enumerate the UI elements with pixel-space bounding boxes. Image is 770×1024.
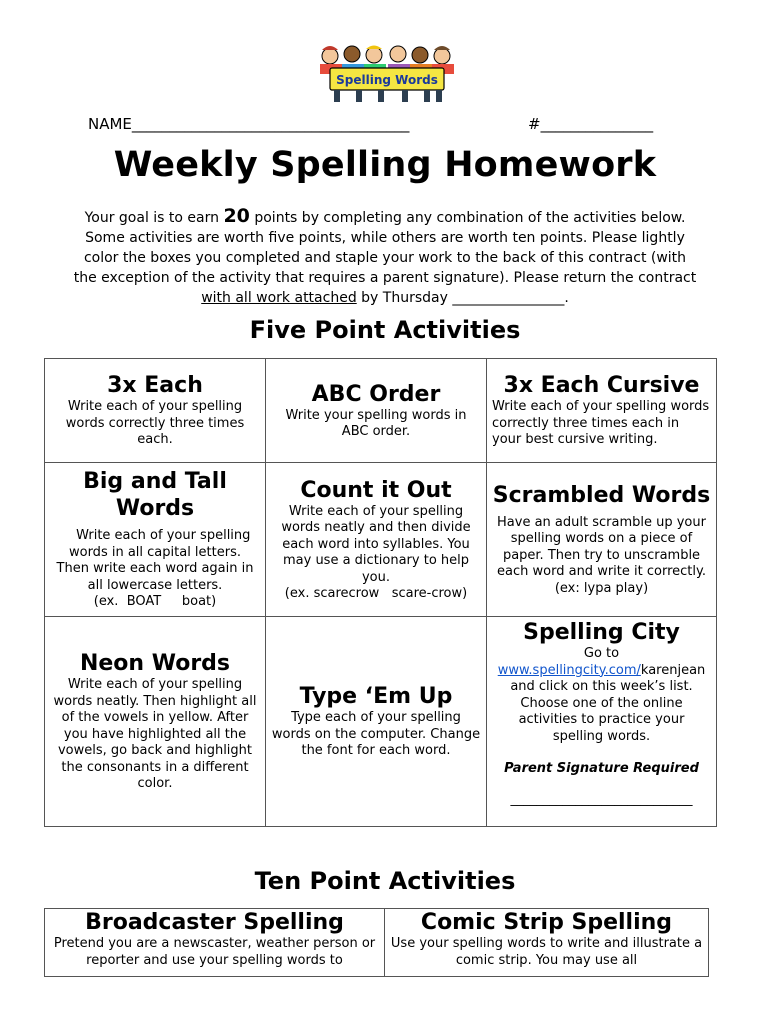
parent-signature-label: Parent Signature Required xyxy=(504,761,699,776)
activity-title: Comic Strip Spelling xyxy=(420,910,673,935)
ten-point-heading: Ten Point Activities xyxy=(254,867,516,895)
five-point-heading: Five Point Activities xyxy=(249,316,521,344)
activity-example: (ex. scarecrow scare-crow) xyxy=(284,586,468,601)
table-row xyxy=(45,617,717,827)
activity-description: Write your spelling words in ABC order. xyxy=(285,407,467,439)
intro-line-3: color the boxes you completed and staple your work to the back of this contract (with xyxy=(83,250,687,266)
deadline-text: by Thursday ________________. xyxy=(356,290,569,306)
activity-title: Broadcaster Spelling xyxy=(85,910,344,935)
activity-description: Write each of your spelling words correctly three times each. xyxy=(65,399,245,448)
five-point-activities-table xyxy=(44,358,717,827)
activity-description: Write each of your spelling words neatly. Then highlight all of the vowels in yellow. After you have highlighted all the vowels, go back and highlight the consonants in a different color. xyxy=(53,677,257,792)
spellingcity-link[interactable]: www.spellingcity.com/ xyxy=(497,662,641,678)
intro-line-2: Some activities are worth five points, while others are worth ten points. Please lightly xyxy=(85,230,685,246)
activity-cell-neon-words xyxy=(45,617,266,827)
activity-title: 3x Each xyxy=(107,373,203,399)
goal-suffix: points by completing any combination of the activities below. xyxy=(249,210,686,226)
activity-cell-spelling-city xyxy=(487,617,717,827)
table-row xyxy=(45,463,717,617)
activity-description-rest: karenjean and click on this week’s list. Choose one of the online activities to practice your spelling words. xyxy=(510,662,706,744)
activity-description: Use your spelling words to write and illustrate a comic strip. You may use all xyxy=(390,936,703,968)
table-row xyxy=(45,909,709,977)
activity-description: Type each of your spelling words on the computer. Change the font for each word. xyxy=(271,710,481,759)
number-field-line: #_______________ xyxy=(528,115,654,133)
activity-cell-broadcaster-spelling xyxy=(45,909,385,977)
activity-description: Write each of your spelling words in all capital letters. Then write each word again in all lowercase letters. xyxy=(56,528,258,593)
activity-description xyxy=(492,663,711,746)
intro-line-5 xyxy=(40,288,730,308)
parent-signature-line: ____________________________ xyxy=(510,791,693,807)
activity-title: Big and Tall Words xyxy=(83,469,227,522)
activity-cell-abc-order xyxy=(266,359,487,463)
activity-description: Pretend you are a newscaster, weather person or reporter and use your spelling words to xyxy=(53,936,376,968)
activity-description: Write each of your spelling words neatly and then divide each word into syllables. You may use a dictionary to help you. xyxy=(281,503,471,585)
go-to-text: Go to xyxy=(583,646,620,661)
spelling-words-logo xyxy=(312,44,462,106)
activity-description: Write each of your spelling words correctly three times each in your best cursive writing. xyxy=(492,399,710,448)
goal-points: 20 xyxy=(223,205,250,227)
intro-paragraph xyxy=(40,206,730,308)
activity-title: Scrambled Words xyxy=(492,482,711,508)
activity-title: Type ‘Em Up xyxy=(299,684,453,710)
table-row xyxy=(45,359,717,463)
activity-cell-big-and-tall-words xyxy=(45,463,266,617)
underlined-work-attached: with all work attached xyxy=(201,290,357,306)
activity-example: (ex. BOAT boat) xyxy=(93,594,217,610)
activity-title: Count it Out xyxy=(300,477,452,503)
activity-cell-comic-strip-spelling xyxy=(385,909,709,977)
banner-text: Spelling Words xyxy=(336,73,438,87)
ten-point-activities-table xyxy=(44,908,709,977)
activity-cell-scrambled-words xyxy=(487,463,717,617)
activity-cell-type-em-up xyxy=(266,617,487,827)
intro-line-1 xyxy=(40,206,730,228)
activity-title: Neon Words xyxy=(79,651,231,677)
activity-title: Spelling City xyxy=(523,620,680,645)
activity-title: ABC Order xyxy=(311,381,441,407)
activity-title: 3x Each Cursive xyxy=(503,373,700,399)
activity-description: Have an adult scramble up your spelling words on a piece of paper. Then try to unscramble each word and write it correctly. (ex: lypa play) xyxy=(497,514,706,596)
goal-prefix: Your goal is to earn xyxy=(84,210,224,226)
page-title: Weekly Spelling Homework xyxy=(113,145,657,185)
activity-cell-count-it-out xyxy=(266,463,487,617)
kids-banner-illustration xyxy=(312,44,462,106)
activity-cell-3x-each-cursive xyxy=(487,359,717,463)
name-field-line: NAME_____________________________________ xyxy=(88,115,410,133)
activity-cell-3x-each xyxy=(45,359,266,463)
intro-line-4: the exception of the activity that requires a parent signature). Please return the contract xyxy=(73,270,697,286)
